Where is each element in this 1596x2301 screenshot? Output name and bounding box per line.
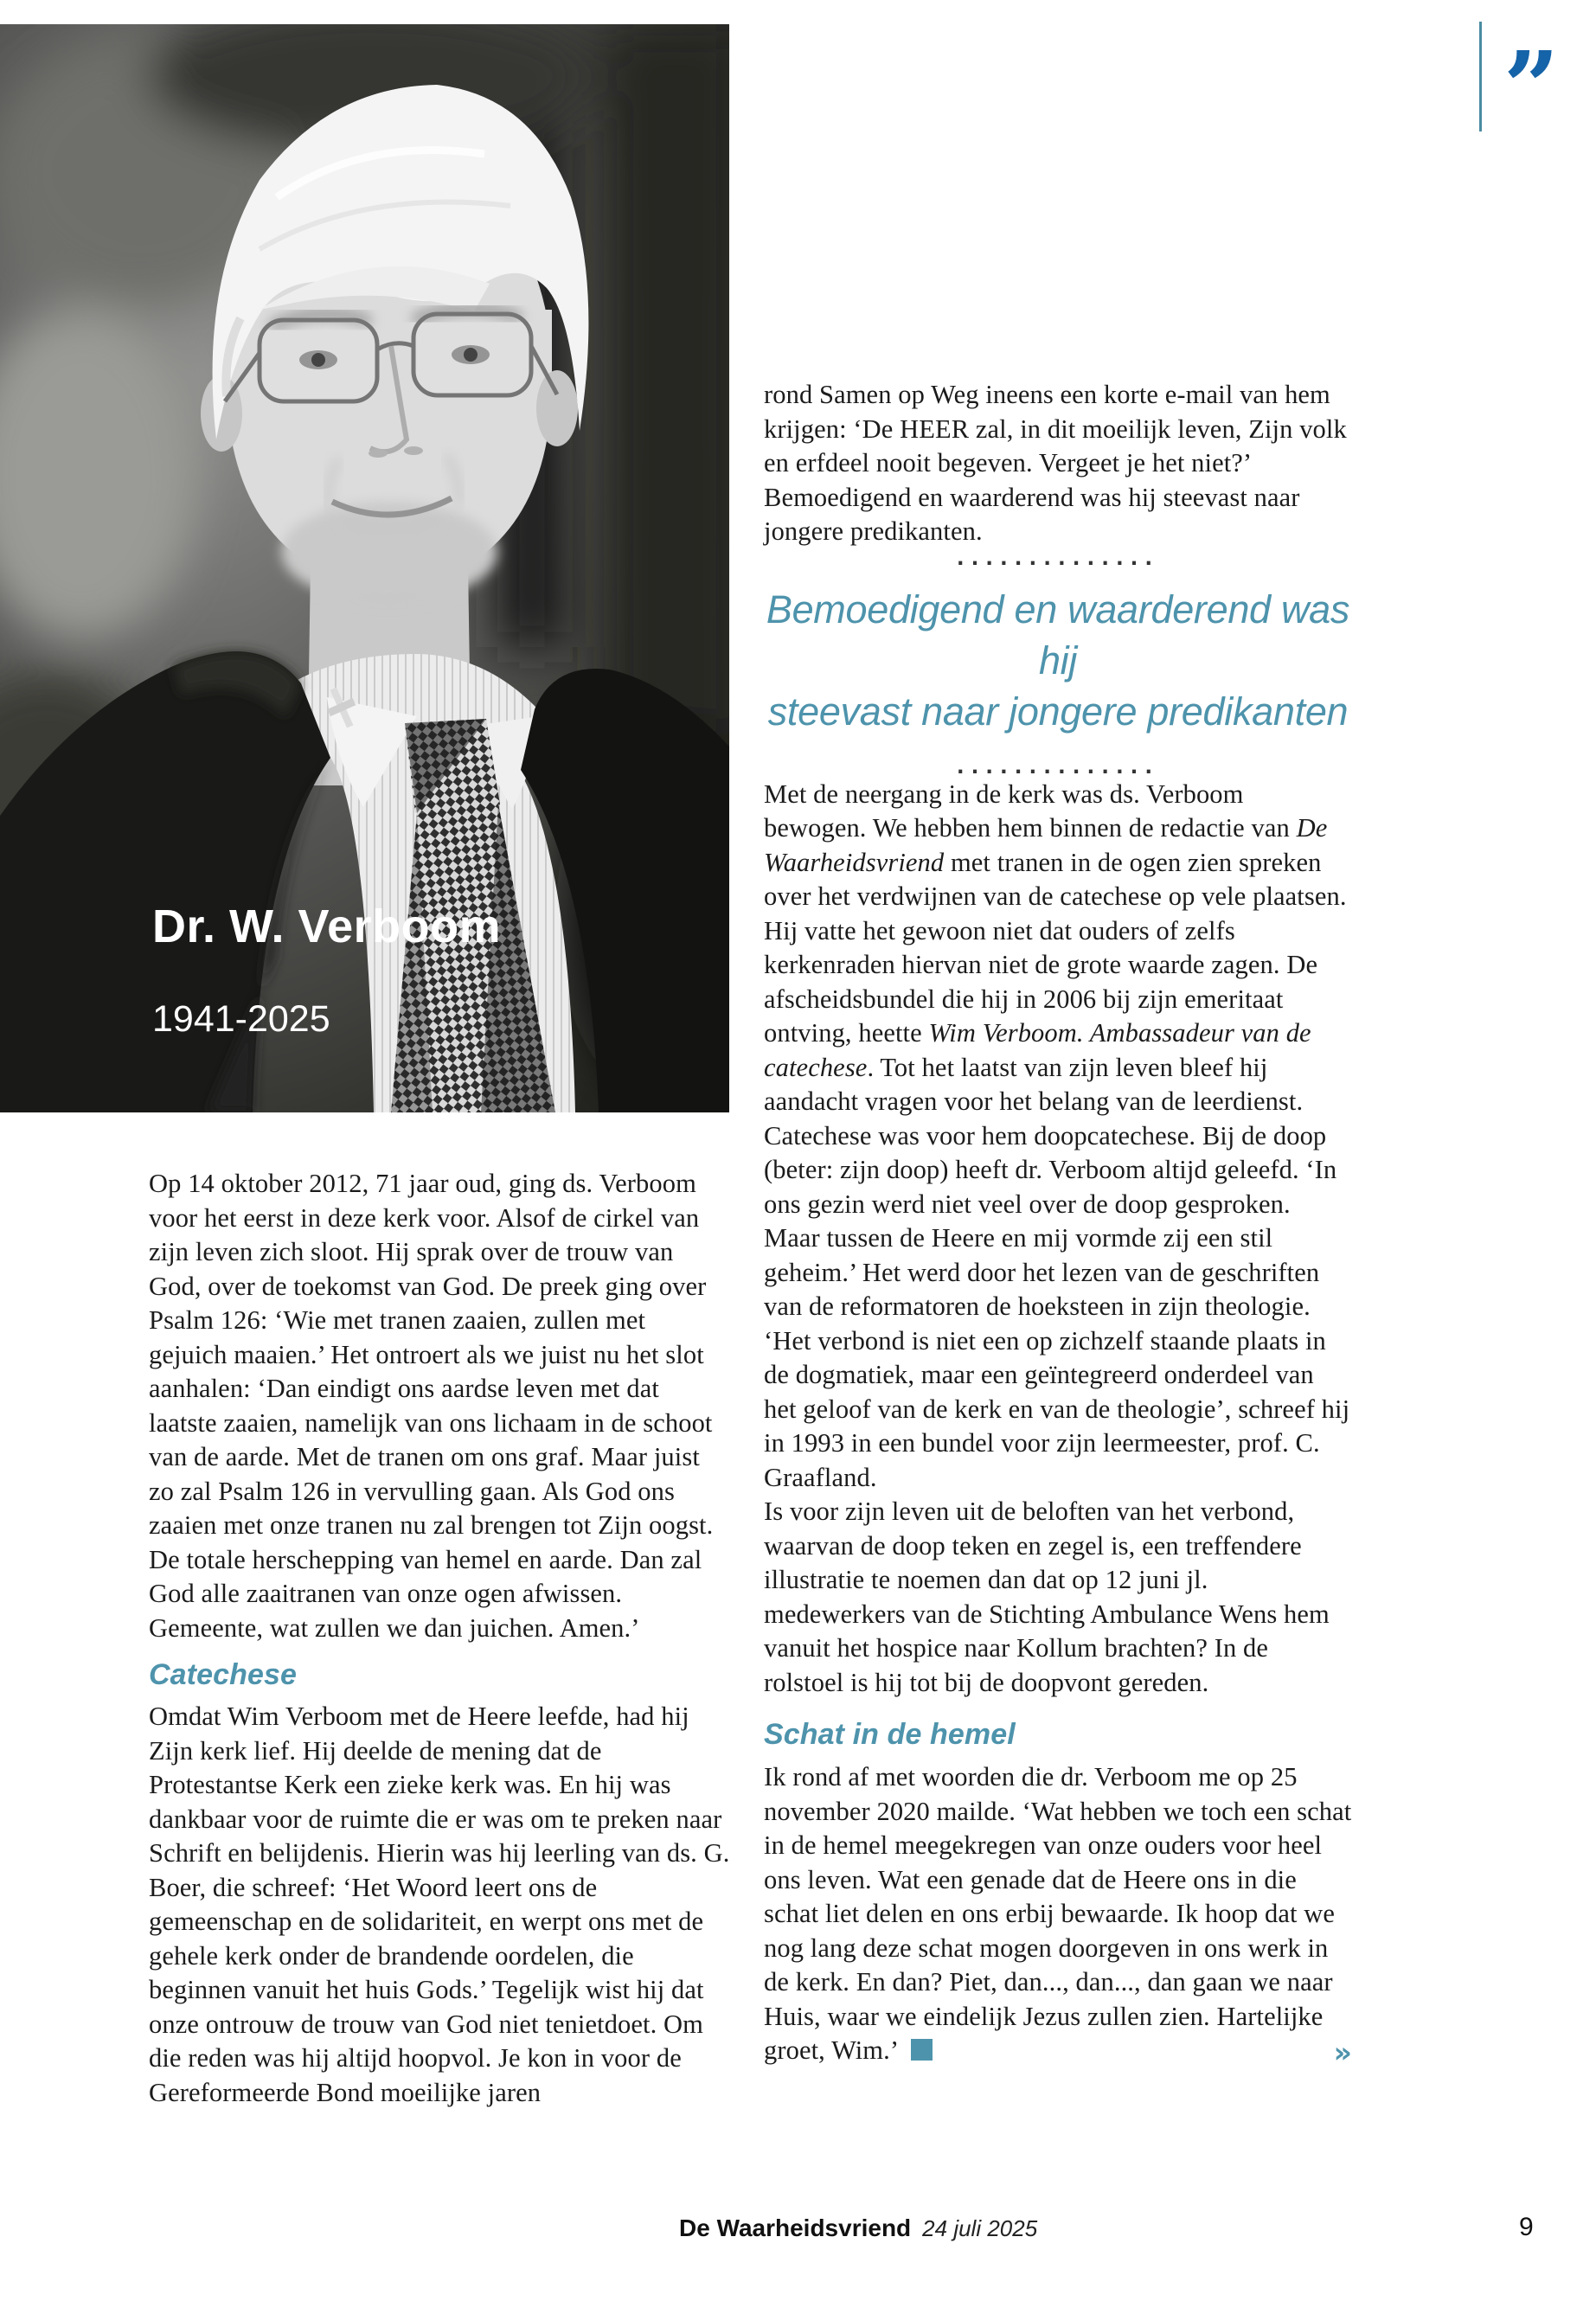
right-paragraph-3a: Catechese was voor hem doopcatechese. Bij de doop (beter: zijn doop) heeft dr. Verboom altijd geleefd. ‘In ons gezin werd niet veel over de doop gesproken. Maar tussen de Heere en mij vormde zij een stil geheim.’ Het werd door het lezen van de geschriften van de reformatoren de hoeksteen in zijn theologie. ‘Het verbond is niet een op zichzelf staande plaats in de dogmatiek, maar een geïntegreerd onderdeel van het geloof van de kerk en van de theologie’, schreef hij in 1993 in een bundel voor zijn leermeester, prof. C. Graafland. bbox=[764, 1120, 1350, 1492]
photo-name: Dr. W. Verboom bbox=[152, 901, 502, 952]
portrait-photo bbox=[0, 24, 729, 1112]
end-of-article-marker-icon bbox=[911, 2039, 933, 2061]
pull-quote-mark-icon: ” bbox=[1503, 31, 1560, 144]
italic-text-segment: Wim Verboom. Ambassadeur van de catechese bbox=[764, 1018, 1311, 1082]
closing-text: Ik rond af met woorden die dr. Verboom me op 25 november 2020 mailde. ‘Wat hebben we toch een schat in de hemel meegekregen van onze ouders voor heel ons leven. Wat een genade dat de Heere ons in die schat liet delen en ons erbij bewaarde. Ik hoop dat we nog lang deze schat mogen doorgeven in ons werk in de kerk. En dan? Piet, dan..., dan..., dan gaan we naar Huis, waar we eindelijk Jezus zullen zien. Hartelijke groet, Wim.’ bbox=[764, 1762, 1352, 2065]
left-column bbox=[149, 1167, 730, 2110]
right-paragraph-1: rond Samen op Weg ineens een korte e-mail van hem krijgen: ‘De HEER zal, in dit moeilijk leven, Zijn volk en erfdeel nooit begeven. Vergeet je het niet?’ Bemoedigend en waarderend was hij steevast naar jongere predikanten. bbox=[764, 380, 1347, 546]
left-paragraph-1: Op 14 oktober 2012, 71 jaar oud, ging ds. Verboom voor het eerst in deze kerk voor. Alsof de cirkel van zijn leven zich sloot. Hij sprak over de trouw van God, over de toekomst van God. De preek ging over Psalm 126: ‘Wie met tranen zaaien, zullen met gejuich maaien.’ Het ontroert als we juist nu het slot aanhalen: ‘Dan eindigt ons aardse leven met dat laatste zaaien, namelijk van ons lichaam in de schoot van de aarde. Met de tranen om ons graf. Maar juist zo zal Psalm 126 in vervulling gaan. Als God ons zaaien met onze tranen nu zal brengen tot Zijn oogst. De totale herschepping van hemel en aarde. Dan zal God alle zaaitranen van onze ogen afwissen. Gemeente, wat zullen we dan juichen. Amen.’ bbox=[149, 1169, 714, 1643]
italic-text-segment: De Waarheidsvriend bbox=[764, 813, 1328, 877]
text-segment: met tranen in de ogen zien spreken over het verdwijnen van de catechese op vele plaatsen. Hij vatte het gewoon niet dat ouders of zelfs kerkenraden hiervan niet de grote waarde zagen. De afscheidsbundel die hij in 2006 bij zijn emeritaat ontving, heette bbox=[764, 847, 1347, 1048]
footer-date: 24 juli 2025 bbox=[922, 2215, 1038, 2241]
right-paragraph-4 bbox=[764, 1760, 1352, 2068]
left-paragraph-2: Omdat Wim Verboom met de Heere leefde, had hij Zijn kerk lief. Hij deelde de mening dat de Protestantse Kerk een zieke kerk was. En hij was dankbaar voor de ruimte die er was om te preken naar Schrift en belijdenis. Hierin was hij leerling van ds. G. Boer, die schreef: ‘Het Woord leert ons de gemeenschap en de solidariteit, en werpt ons met de gehele kerk onder de brandende oordelen, die beginnen vanuit het huis Gods.’ Tegelijk wist hij dat onze ontrouw de trouw van God niet tenietdoet. Om die reden was hij altijd hoopvol. Je kon in voor de Gereformeerde Bond moeilijke jaren bbox=[149, 1702, 730, 2107]
footer-page-number: 9 bbox=[1519, 2213, 1534, 2241]
photo-years: 1941-2025 bbox=[152, 998, 330, 1040]
pull-quote bbox=[764, 584, 1352, 737]
right-column bbox=[764, 378, 1352, 2068]
footer bbox=[679, 2214, 1037, 2242]
continue-marker-icon: » bbox=[1333, 2035, 1352, 2069]
footer-magazine-title: De Waarheidsvriend bbox=[679, 2214, 912, 2241]
text-segment: . Tot het laatst van zijn leven bleef hij aandacht vragen voor het belang van de leerdienst. bbox=[764, 1052, 1304, 1116]
right-paragraph-3b: Is voor zijn leven uit de beloften van het verbond, waarvan de doop teken en zegel is, een treffendere illustratie te noemen dan dat op 12 juni jl. medewerkers van de Stichting Ambulance Wens hem vanuit het hospice naar Kollum brachten? In de rolstoel is hij tot bij de doopvont gereden. bbox=[764, 1497, 1330, 1697]
section-heading-catechese: Catechese bbox=[149, 1658, 297, 1691]
right-paragraph-2 bbox=[764, 778, 1352, 1119]
dotted-separator-bottom: .............. bbox=[956, 755, 1160, 779]
accent-vertical-rule bbox=[1479, 22, 1482, 131]
pull-quote-line-1: Bemoedigend en waarderend was hij bbox=[766, 586, 1350, 683]
section-heading-schat: Schat in de hemel bbox=[764, 1718, 1016, 1751]
text-segment: Met de neergang in de kerk was ds. Verboom bewogen. We hebben hem binnen de redactie van bbox=[764, 779, 1297, 843]
dotted-separator-top: .............. bbox=[956, 547, 1160, 570]
pull-quote-line-2: steevast naar jongere predikanten bbox=[767, 689, 1349, 734]
